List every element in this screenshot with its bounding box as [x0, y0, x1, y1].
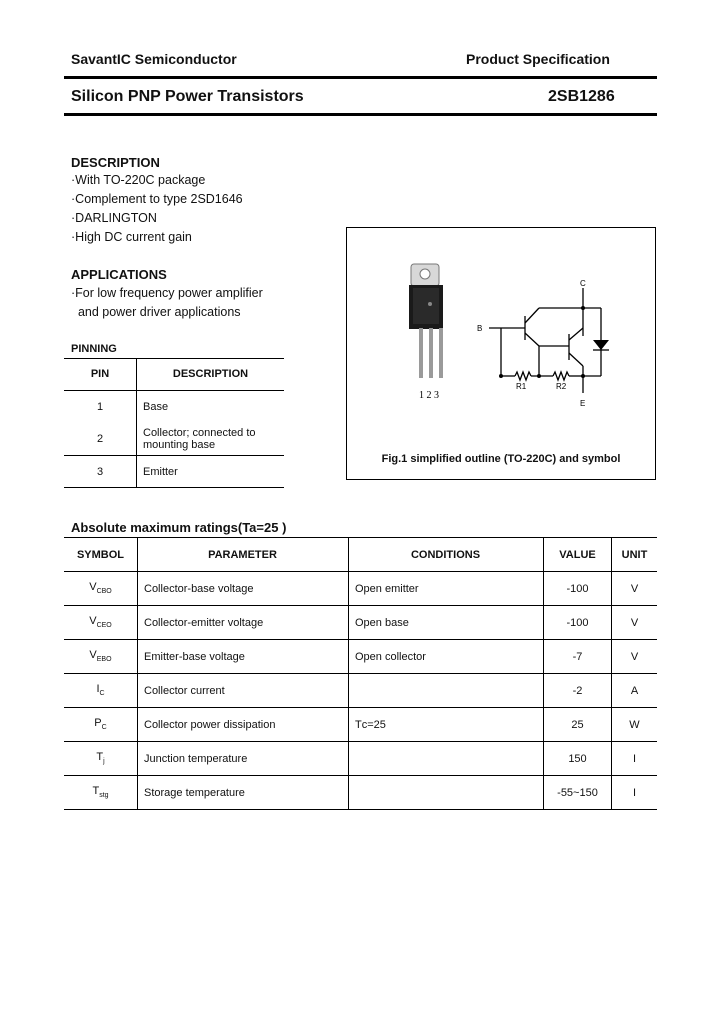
junction-dot: [537, 374, 541, 378]
table-row: [64, 640, 657, 674]
value-cell: 25: [544, 708, 612, 742]
symbol-cell: $V_{CBO}$: [64, 572, 138, 606]
description-item: ·With TO-220C package: [71, 173, 206, 187]
unit-cell: I: [612, 742, 658, 776]
pin-header: PIN: [64, 358, 137, 391]
value-cell: -2: [544, 674, 612, 708]
table-row: [64, 423, 284, 456]
pin-description: Emitter: [137, 456, 285, 488]
symbol-cell: $I_C$: [64, 674, 138, 708]
conditions-header: CONDITIONS: [349, 538, 544, 572]
package-pin-labels: 1 2 3: [419, 390, 439, 401]
value-cell: -7: [544, 640, 612, 674]
value-cell: -55~150: [544, 776, 612, 810]
pinning-header-row: [64, 358, 284, 391]
conditions-cell: Open base: [349, 606, 544, 640]
symbol-cell: $T_{stg}$: [64, 776, 138, 810]
unit-cell: A: [612, 674, 658, 708]
conditions-cell: Open emitter: [349, 572, 544, 606]
table-row: [64, 674, 657, 708]
header-rule-bottom: [64, 113, 657, 116]
parameter-cell: Junction temperature: [138, 742, 349, 776]
conditions-cell: Open collector: [349, 640, 544, 674]
unit-cell: V: [612, 572, 658, 606]
unit-cell: I: [612, 776, 658, 810]
part-number: 2SB1286: [548, 88, 615, 105]
symbol-cell: $V_{EBO}$: [64, 640, 138, 674]
description-item: ·Complement to type 2SD1646: [71, 192, 243, 206]
ratings-header-row: [64, 538, 657, 572]
symbol-cell: $P_C$: [64, 708, 138, 742]
value-header: VALUE: [544, 538, 612, 572]
pin-number: 1: [64, 391, 137, 424]
applications-title: APPLICATIONS: [71, 267, 167, 282]
to220-package-image: [409, 264, 443, 378]
table-row: [64, 606, 657, 640]
parameter-cell: Storage temperature: [138, 776, 349, 810]
pinning-table: [64, 358, 284, 488]
description-title: DESCRIPTION: [71, 155, 160, 170]
description-item: ·DARLINGTON: [71, 211, 157, 225]
parameter-header: PARAMETER: [138, 538, 349, 572]
figure-caption: Fig.1 simplified outline (TO-220C) and symbol: [381, 453, 621, 465]
pinning-title: PINNING: [71, 343, 117, 355]
application-item: ·For low frequency power amplifier: [71, 286, 263, 300]
figure-drawing: [347, 228, 655, 479]
ratings-title: Absolute maximum ratings(Ta=25 ): [71, 520, 287, 535]
applications-list: [71, 284, 263, 322]
company-name: SavantIC Semiconductor: [71, 51, 237, 67]
label-base: B: [477, 324, 483, 333]
junction-dot: [581, 306, 585, 310]
table-row: [64, 776, 657, 810]
symbol-cell: $V_{CEO}$: [64, 606, 138, 640]
conditions-cell: [349, 674, 544, 708]
junction-dot: [499, 374, 503, 378]
pin-description: Collector; connected to mounting base: [137, 423, 285, 456]
value-cell: -100: [544, 572, 612, 606]
junction-dot: [581, 374, 585, 378]
table-row: [64, 572, 657, 606]
conditions-cell: [349, 742, 544, 776]
header-rule-top: [64, 76, 657, 79]
symbol-cell: $T_j$: [64, 742, 138, 776]
unit-cell: V: [612, 640, 658, 674]
application-item: and power driver applications: [71, 305, 241, 319]
parameter-cell: Collector power dissipation: [138, 708, 349, 742]
darlington-symbol: [489, 288, 609, 393]
unit-cell: V: [612, 606, 658, 640]
unit-cell: W: [612, 708, 658, 742]
ratings-table: [64, 537, 657, 810]
table-row: [64, 708, 657, 742]
doc-type: Product Specification: [466, 51, 610, 67]
symbol-header: SYMBOL: [64, 538, 138, 572]
pin-number: 3: [64, 456, 137, 488]
conditions-cell: [349, 776, 544, 810]
parameter-cell: Collector-base voltage: [138, 572, 349, 606]
label-r2: R2: [556, 382, 567, 391]
unit-header: UNIT: [612, 538, 658, 572]
pin-description: Base: [143, 401, 169, 413]
pin-description-header: DESCRIPTION: [137, 358, 285, 391]
parameter-cell: Emitter-base voltage: [138, 640, 349, 674]
parameter-cell: Collector current: [138, 674, 349, 708]
label-r1: R1: [516, 382, 527, 391]
table-row: [64, 742, 657, 776]
conditions-cell: Tᴄ=25: [349, 708, 544, 742]
document-title: Silicon PNP Power Transistors: [71, 88, 304, 105]
value-cell: 150: [544, 742, 612, 776]
description-item: ·High DC current gain: [71, 230, 192, 244]
value-cell: -100: [544, 606, 612, 640]
figure-box: [346, 227, 656, 480]
label-collector: C: [580, 279, 586, 288]
table-row: [64, 391, 284, 424]
table-row: [64, 456, 284, 488]
diode-symbol: [593, 340, 609, 350]
parameter-cell: Collector-emitter voltage: [138, 606, 349, 640]
pin-number: 2: [64, 423, 137, 456]
description-list: [71, 171, 243, 247]
label-emitter: E: [580, 399, 586, 408]
